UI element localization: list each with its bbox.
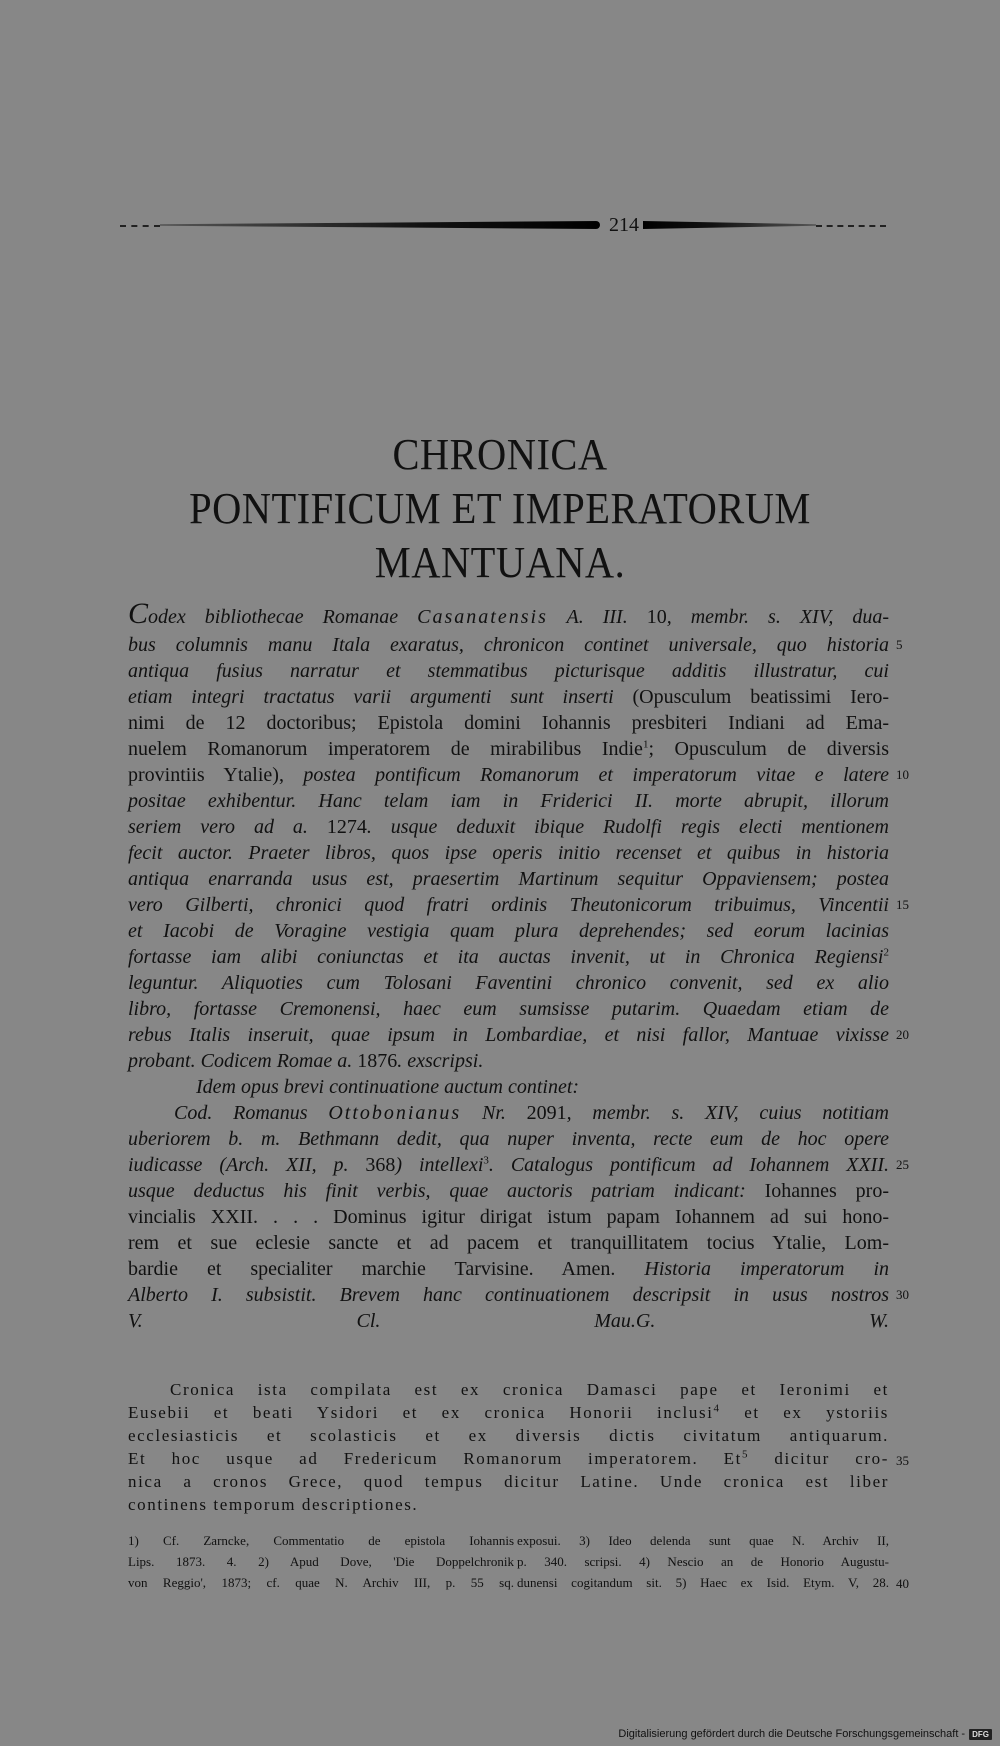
intro-line	[128, 597, 889, 630]
footnote-line: Lips. 1873. 4. 2) Apud Dove, 'Die Doppelchronik	[128, 1554, 514, 1569]
title-line-2: PONTIFICUM ET IMPERATORUM	[189, 484, 811, 533]
drop-cap: C	[128, 597, 149, 630]
intro-line: vincialis XXII. . . . Dominus igitur dirigat istum papam Iohannem ad sui hono-	[128, 1206, 889, 1228]
intro-line: rem et sue eclesie sancte et ad pacem et tranquillitatem tocius Ytalie, Lom-	[128, 1232, 889, 1254]
intro-line: positae exhibentur. Hanc telam iam in Friderici II. morte abrupit, illorum	[128, 790, 889, 812]
page-header	[120, 212, 886, 238]
chronicle-line: ecclesiasticis et scolasticis et ex diversis dictis civitatum antiquarum.	[128, 1426, 889, 1445]
chronicle-line: continens temporum descriptiones.	[128, 1495, 419, 1514]
intro-line: Idem opus brevi continuatione auctum continet:	[196, 1076, 580, 1098]
intro-text: Nr.	[461, 1102, 527, 1124]
intro-line	[128, 814, 889, 840]
intro-line	[128, 1178, 889, 1204]
header-rule-left	[160, 221, 600, 229]
intro-line: uberiorem b. m. Bethmann dedit, qua nuper inventa, recte eum de hoc opere	[128, 1128, 889, 1150]
line-number: 20	[896, 1027, 909, 1042]
intro-text: 2091	[526, 1102, 567, 1124]
intro-text: 10	[646, 606, 667, 628]
line-number: 30	[896, 1287, 909, 1302]
header-rule-right	[643, 221, 816, 229]
footer-credit	[618, 1728, 992, 1740]
footnote-line: von Reggio', 1873; cf. quae N. Archiv III, p. 55 sq.	[128, 1575, 514, 1590]
intro-text: seriem vero ad a.	[128, 816, 327, 838]
chronicle-text: Et hoc usque ad Fredericum Romanorum imperatorem. Et	[128, 1449, 742, 1468]
chronicle-text: Eusebii et beati Ysidori et ex cronica Honorii inclusi	[128, 1403, 714, 1422]
intro-text: , membr. s. XIV, dua-	[666, 606, 889, 628]
intro-line	[174, 1100, 889, 1126]
intro-text: etiam integri tractatus varii argumenti sunt inserti	[128, 686, 633, 708]
intro-text: probant. Codicem Romae a.	[128, 1050, 358, 1072]
line-number: 25	[896, 1157, 909, 1172]
intro-line	[128, 1048, 889, 1074]
intro-line: et Iacobi de Voragine vestigia quam plura deprehendes; sed eorum lacinias	[128, 920, 889, 942]
intro-text: provintiis Ytalie),	[128, 764, 304, 786]
chronicle-line	[128, 1401, 889, 1424]
title-line-1: CHRONICA	[392, 430, 608, 479]
chronicle-line	[128, 1447, 889, 1470]
footnote-ref: 1	[642, 738, 649, 751]
intro-text: postea pontificum Romanorum et imperatorum vitae e latere	[303, 764, 889, 786]
intro-line: vero Gilberti, chronici quod fratri ordinis Theutonicorum tribuimus, Vincentii	[128, 894, 889, 916]
header-dashes-left	[120, 225, 160, 227]
intro-text: , membr. s. XIV, cuius notitiam	[566, 1102, 889, 1124]
intro-text: odex bibliothecae Romanae	[148, 606, 418, 628]
page-number: 214	[609, 214, 639, 236]
chronicle-text: et ex ystoriis	[720, 1403, 889, 1422]
chronicle-text: dicitur cro-	[749, 1449, 890, 1468]
intro-text: nuelem Romanorum imperatorem de mirabilibus Indie	[128, 738, 643, 760]
intro-line	[128, 1308, 889, 1334]
intro-line: Alberto I. subsistit. Brevem hanc continuationem descripsit in usus nostros	[128, 1284, 889, 1306]
line-number: 40	[896, 1576, 909, 1591]
intro-text: fortasse iam alibi coniunctas et ita auctas invenit, ut in Chronica Regiensi	[128, 946, 884, 968]
intro-text: Historia imperatorum in	[644, 1258, 889, 1280]
footnote-ref: 4	[713, 1402, 721, 1415]
intro-line	[128, 1256, 889, 1282]
intro-text: A. III.	[547, 606, 647, 628]
intro-text: ) intellexi	[395, 1154, 484, 1176]
intro-line: rebus Italis inseruit, quae ipsum in Lombardiae, et nisi fallor, Mantuae vixisse	[128, 1024, 889, 1046]
intro-text: 368	[365, 1154, 396, 1176]
intro-line	[128, 684, 889, 710]
line-number: 10	[896, 767, 909, 782]
footnote-line: dunensi cogitandum sit. 5) Haec ex Isid. Etym. V, 28.	[517, 1575, 889, 1590]
intro-text: bardie et specialiter marchie Tarvisine. Amen.	[128, 1258, 645, 1280]
chronicle-line: nica a cronos Grece, quod tempus dicitur Latine. Unde cronica est liber	[128, 1472, 889, 1491]
intro-line: antiqua fusius narratur et stemmatibus picturisque additis illustratur, cui	[128, 660, 889, 682]
intro-line	[128, 944, 889, 970]
editor-signature: V. Cl. Mau.	[128, 1310, 636, 1332]
footnote-ref: 2	[883, 946, 889, 959]
intro-line: leguntur. Aliquoties cum Tolosani Faventini chronico convenit, sed ex alio	[128, 972, 889, 994]
header-dashes-right	[816, 225, 886, 227]
footnote-ref: 3	[483, 1154, 489, 1167]
footnote-line: p. 340. scripsi. 4) Nescio an de Honorio Augustu-	[517, 1554, 889, 1569]
intro-line: bus columnis manu Itala exaratus, chronicon continet universale, quo historia	[128, 634, 889, 656]
intro-text: Ottobonianus	[328, 1102, 462, 1124]
footnote-ref: 5	[741, 1448, 750, 1461]
intro-text: Cod. Romanus	[174, 1102, 329, 1124]
editor-signature: G. W.	[635, 1310, 889, 1332]
footnote-line: 1) Cf. Zarncke, Commentatio de epistola Iohannis	[128, 1533, 514, 1548]
intro-text: Casanatensis	[417, 606, 548, 628]
line-number: 5	[896, 637, 903, 652]
intro-line	[128, 736, 889, 762]
intro-line: fecit auctor. Praeter libros, quos ipse operis initio recenset et quibus in historia	[128, 842, 889, 864]
intro-text: . exscripsi.	[397, 1050, 484, 1072]
line-number: 35	[896, 1453, 909, 1468]
intro-text: 1876	[357, 1050, 398, 1072]
intro-text: iudicasse (Arch. XII, p.	[128, 1154, 366, 1176]
intro-text: (Opusculum beatissimi Iero-	[632, 686, 890, 708]
credit-text: Digitalisierung gefördert durch die Deutsche Forschungsgemeinschaft -	[618, 1728, 966, 1740]
intro-line: nimi de 12 doctoribus; Epistola domini Iohannis presbiteri Indiani ad Ema-	[128, 712, 889, 734]
footnote-line: exposui. 3) Ideo delenda sunt quae N. Archiv II,	[517, 1533, 889, 1548]
intro-text: usque deductus his finit verbis, quae auctoris patriam indicant:	[128, 1180, 765, 1202]
title-line-3: MANTUANA.	[374, 538, 626, 587]
intro-line: libro, fortasse Cremonensi, haec eum sumsisse putarim. Quaedam etiam de	[128, 998, 889, 1020]
intro-text: . Catalogus pontificum ad Iohannem XXII.	[488, 1154, 890, 1176]
intro-text: Iohannes pro-	[764, 1180, 889, 1202]
intro-text: 1274	[326, 816, 367, 838]
intro-line	[128, 1152, 889, 1178]
line-number: 15	[896, 897, 909, 912]
intro-text: ; Opusculum de diversis	[648, 738, 889, 760]
chronicle-line: Cronica ista compilata est ex cronica Damasci pape et Ieronimi et	[170, 1380, 889, 1399]
intro-text: . usque deduxit ibique Rudolfi regis electi mentionem	[366, 816, 889, 838]
intro-line	[128, 762, 889, 788]
intro-line: antiqua enarranda usus est, praesertim Martinum sequitur Oppaviensem; postea	[128, 868, 889, 890]
dfg-logo: DFG	[969, 1729, 992, 1740]
